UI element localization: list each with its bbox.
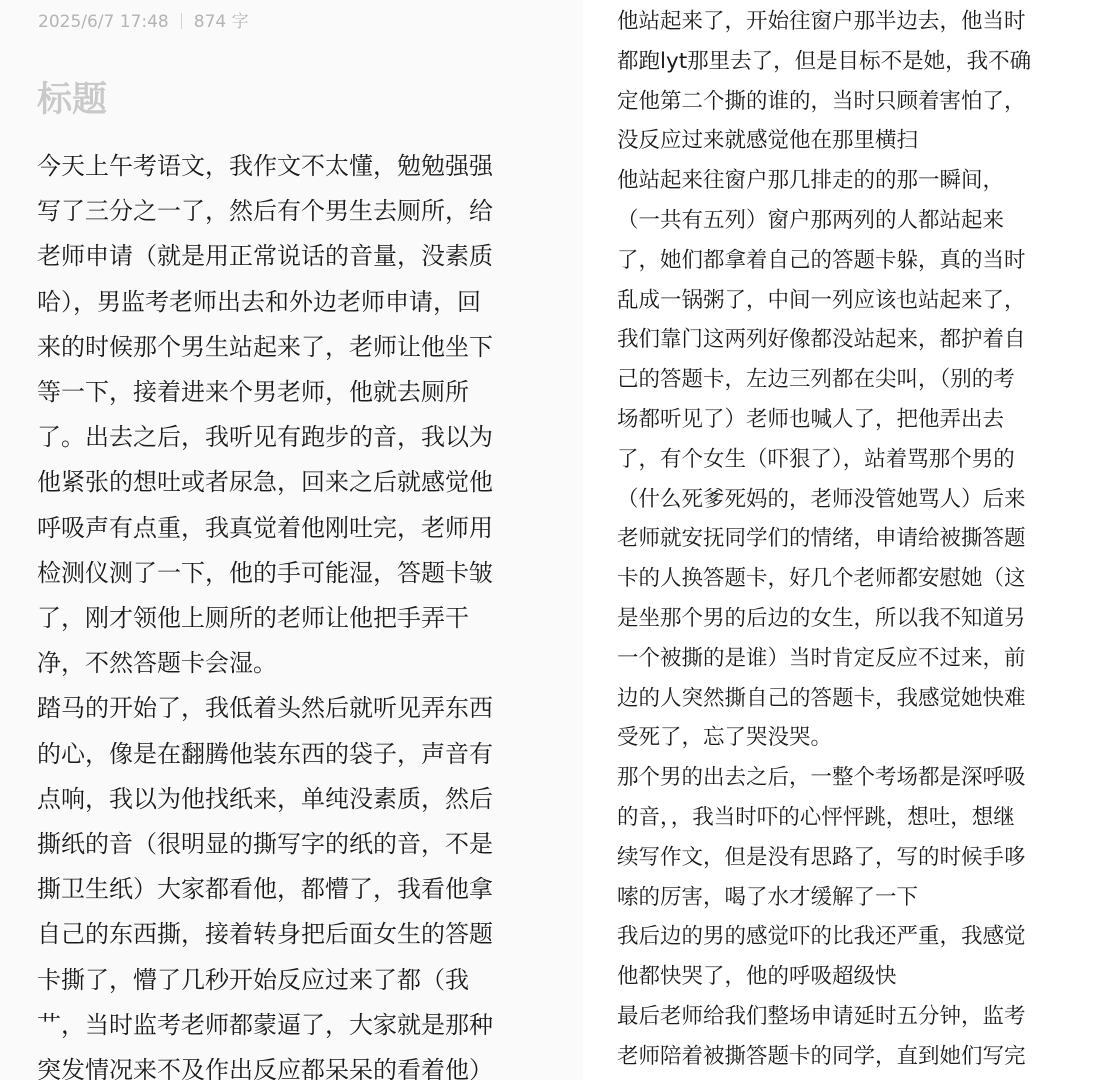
text-line: 他站起来往窗户那几排走的的那一瞬间， [617, 168, 1005, 194]
text-line: 撕纸的音（很明显的撕写字的纸的音，不是 [37, 830, 493, 858]
text-line: 点响，我以为他找纸来，单纯没素质，然后 [37, 784, 493, 813]
note-date: 2025/6/7 17:48 [38, 12, 169, 32]
text-line: 边的人突然撕自己的答题卡，我感觉她快难 [617, 685, 1026, 711]
text-line: 艹，当时监考老师都蒙逼了，大家就是那种 [37, 1010, 493, 1039]
text-line: 一个被撕的是谁）当时肯定反应不过来，前 [617, 645, 1026, 671]
text-line: 踏马的开始了，我低着头然后就听见弄东西 [37, 694, 493, 723]
text-line: 场都听见了）老师也喊人了，把他弄出去 [617, 407, 1005, 432]
right-note-panel [596, 0, 1096, 1080]
text-line: 是坐那个男的后边的女生，所以我不知道另 [617, 606, 1026, 631]
text-line: 检测仪测了一下，他的手可能湿，答题卡皱 [37, 558, 493, 587]
text-line: 了，刚才领他上厕所的老师让他把手弄干 [37, 604, 469, 632]
text-line: 卡的人换答题卡，好几个老师都安慰她（这 [617, 566, 1026, 592]
panel-divider [583, 0, 596, 1080]
text-line: 那个男的出去之后，一整个考场都是深呼吸 [617, 765, 1026, 791]
text-line: 的心，像是在翻腾他装东西的袋子，声音有 [37, 739, 493, 768]
text-line: 没反应过来就感觉他在那里横扫 [617, 128, 919, 154]
text-line: 我们靠门这两列好像都没站起来，都护着自 [617, 327, 1026, 353]
text-line: 净，不然答题卡会湿。 [37, 649, 277, 678]
text-line: 哈），男监考老师出去和外边老师申请，回 [37, 287, 481, 316]
text-line: 最后老师给我们整场申请延时五分钟，监考 [617, 1004, 1026, 1029]
text-line: 续写作文，但是没有思路了，写的时候手哆 [617, 844, 1026, 870]
text-line: 我后边的男的感觉吓的比我还严重，我感觉 [617, 924, 1026, 950]
text-line: 老师就安抚同学们的情绪，申请给被撕答题 [617, 526, 1026, 552]
text-line: 今天上午考语文，我作文不太懂，勉勉强强 [37, 152, 493, 180]
text-line: 等一下，接着进来个男老师，他就去厕所 [37, 378, 469, 406]
text-line: 来的时候那个男生站起来了，老师让他坐下 [37, 332, 493, 361]
meta-divider [181, 13, 182, 29]
text-line: 他站起来了，开始往窗户那半边去，他当时 [617, 9, 1026, 34]
text-line: 乱成一锅粥了，中间一列应该也站起来了， [617, 287, 1026, 313]
text-line: 了，有个女生（吓狠了），站着骂那个男的 [617, 446, 1015, 472]
text-line: （什么死爹死妈的，老师没管她骂人）后来 [617, 486, 1026, 512]
text-line: 自己的东西撕，接着转身把后面女生的答题 [37, 920, 493, 949]
text-line: 卡撕了，懵了几秒开始反应过来了都（我 [37, 965, 469, 994]
text-line: 的音，，我当时吓的心怦怦跳，想吐，想继 [617, 805, 1015, 830]
text-line: 撕卫生纸）大家都看他，都懵了，我看他拿 [37, 875, 493, 904]
text-line: （一共有五列）窗户那两列的人都站起来 [617, 208, 1005, 233]
text-line: 受死了，忘了哭没哭。 [617, 725, 833, 751]
note-title-placeholder[interactable]: 标题 [37, 80, 108, 120]
text-line: 嗦的厉害，喝了水才缓解了一下 [617, 884, 919, 910]
text-line: 了，她们都拿着自己的答题卡躲，真的当时 [617, 247, 1026, 273]
word-count: 874 字 [193, 12, 249, 32]
text-line: 己的答题卡，左边三列都在尖叫，（别的考 [617, 367, 1015, 393]
text-line: 他都快哭了，他的呼吸超级快 [617, 964, 897, 990]
text-line: 都跑lyt那里去了，但是目标不是她，我不确 [617, 48, 1032, 74]
text-line: 他紧张的想吐或者尿急，回来之后就感觉他 [37, 468, 493, 497]
note-meta [38, 11, 249, 33]
text-line: 了。出去之后，我听见有跑步的音，我以为 [37, 423, 493, 452]
text-line: 呼吸声有点重，我真觉着他刚吐完，老师用 [37, 513, 493, 542]
text-line: 老师申请（就是用正常说话的音量，没素质 [37, 242, 493, 271]
text-line: 老师陪着被撕答题卡的同学，直到她们写完 [617, 1043, 1026, 1069]
text-line: 突发情况来不及作出反应都呆呆的看着他） [37, 1056, 493, 1080]
text-line: 写了三分之一了，然后有个男生去厕所，给 [37, 197, 493, 226]
text-line: 定他第二个撕的谁的，当时只顾着害怕了， [617, 88, 1026, 114]
